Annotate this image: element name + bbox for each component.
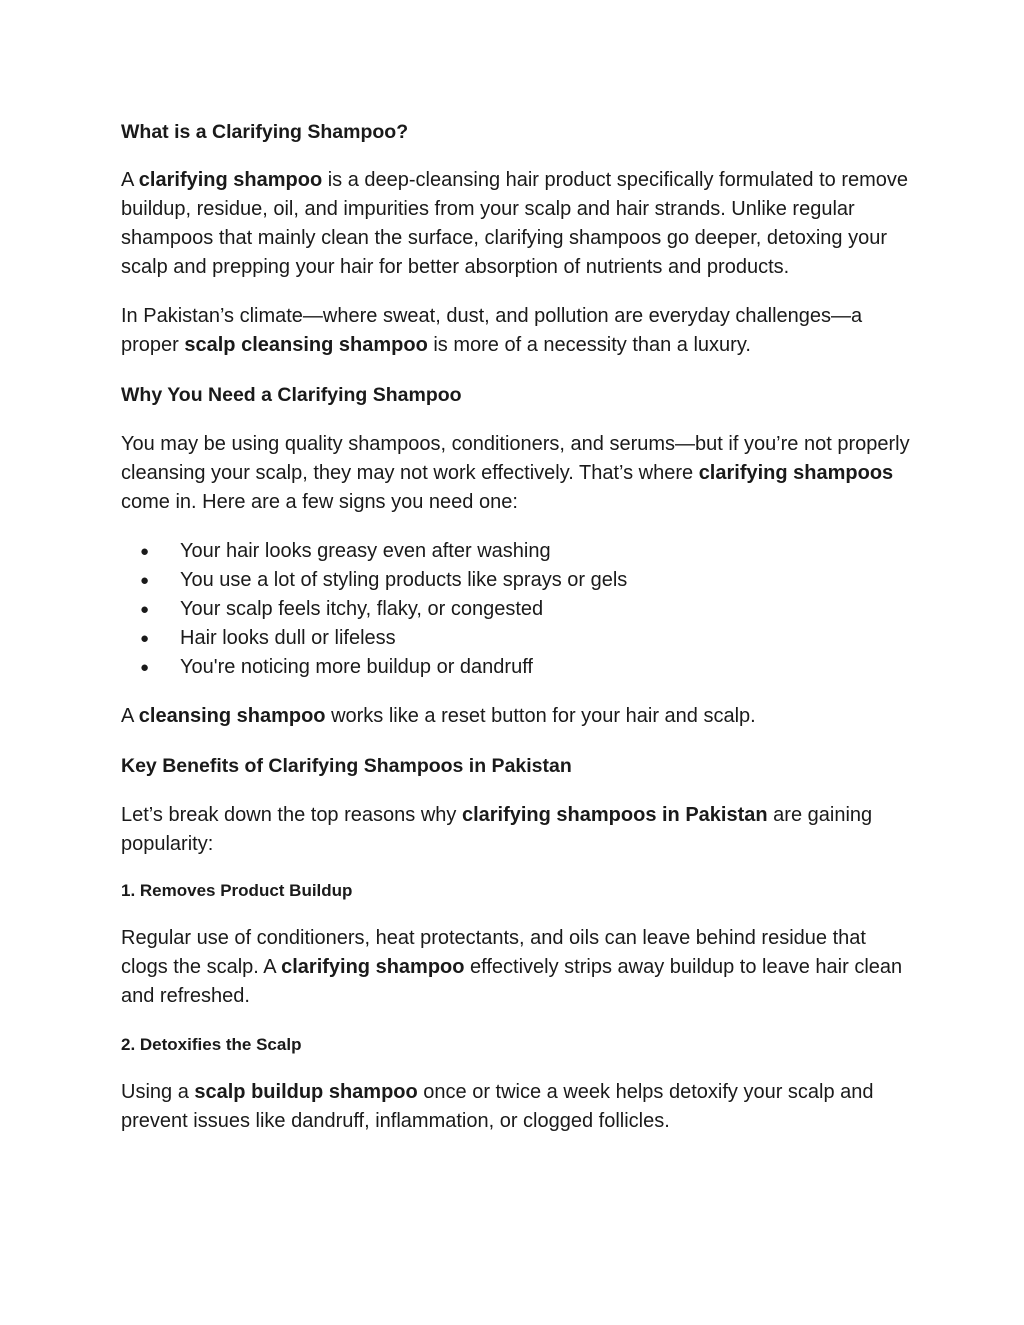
text-run: works like a reset button for your hair and scalp.	[325, 705, 756, 727]
text-run: Regular use of conditioners, heat protectants, and oils can leave behind residue that clogs the scalp. A	[121, 927, 866, 978]
text-run: come in. Here are a few signs you need one:	[121, 491, 518, 513]
text-run: Let’s break down the top reasons why	[121, 804, 462, 826]
list-item-text: Your hair looks greasy even after washing	[180, 540, 551, 562]
list-item	[121, 566, 911, 595]
list-item	[121, 653, 911, 682]
list-item-text: Your scalp feels itchy, flaky, or congested	[180, 598, 544, 620]
bold-term: scalp cleansing shampoo	[184, 334, 428, 356]
bold-term: clarifying shampoos in Pakistan	[461, 804, 768, 826]
heading-removes-buildup: 1. Removes Product Buildup	[121, 881, 353, 900]
heading-what-is-clarifying-shampoo: What is a Clarifying Shampoo?	[121, 121, 409, 143]
text-run: effectively strips away buildup to leave hair clean and refreshed.	[121, 956, 903, 1007]
bold-term: scalp buildup shampoo	[194, 1081, 418, 1103]
heading-key-benefits: Key Benefits of Clarifying Shampoos in Pakistan	[121, 755, 572, 777]
paragraph-why-intro	[121, 430, 911, 517]
paragraph-reset-button	[121, 702, 911, 731]
bullet-icon: ●	[140, 572, 150, 589]
list-item-text: You use a lot of styling products like sprays or gels	[180, 569, 628, 591]
list-item	[121, 595, 911, 624]
heading-why-you-need: Why You Need a Clarifying Shampoo	[121, 384, 462, 406]
text-run: In Pakistan’s climate—where sweat, dust, and pollution are everyday challenges—a proper	[121, 305, 863, 356]
paragraph-benefits-intro	[121, 801, 911, 859]
bullet-icon: ●	[140, 659, 150, 676]
text-run: You may be using quality shampoos, conditioners, and serums—but if you’re not properly cleansing your scalp, they may not work effectively. That’s where	[121, 433, 910, 484]
list-item-text: You're noticing more buildup or dandruff	[180, 656, 533, 678]
text-run: is more of a necessity than a luxury.	[427, 334, 751, 356]
heading-detoxifies-scalp: 2. Detoxifies the Scalp	[121, 1035, 302, 1054]
paragraph-intro-pakistan	[121, 302, 911, 360]
bullet-icon: ●	[140, 601, 150, 618]
text-run: is a deep-cleansing hair product specifically formulated to remove buildup, residue, oil, and impurities from your scalp and hair strands. Unlike regular shampoos that mainly clean the surface, clarifying shampoos go deeper, detoxing your scalp and prepping your hair for better absorption of nutrients and products.	[121, 169, 909, 278]
text-run: A	[121, 169, 139, 191]
text-run: A	[121, 705, 139, 727]
paragraph-removes-buildup	[121, 924, 911, 1011]
bold-term: clarifying shampoo	[281, 956, 465, 978]
text-run: once or twice a week helps detoxify your scalp and prevent issues like dandruff, inflammation, or clogged follicles.	[121, 1081, 874, 1132]
paragraph-detoxifies-scalp	[121, 1078, 911, 1136]
list-item	[121, 537, 911, 566]
document-page	[121, 118, 911, 1136]
list-item-text: Hair looks dull or lifeless	[180, 627, 396, 649]
text-run: Using a	[121, 1081, 195, 1103]
bullet-icon: ●	[140, 543, 150, 560]
bold-term: clarifying shampoo	[138, 169, 323, 191]
text-run: are gaining popularity:	[121, 804, 873, 855]
bold-term: cleansing shampoo	[138, 705, 326, 727]
bold-term: clarifying shampoos	[698, 462, 894, 484]
signs-list	[121, 537, 911, 682]
bullet-icon: ●	[140, 630, 150, 647]
list-item	[121, 624, 911, 653]
paragraph-intro-definition	[121, 166, 911, 282]
